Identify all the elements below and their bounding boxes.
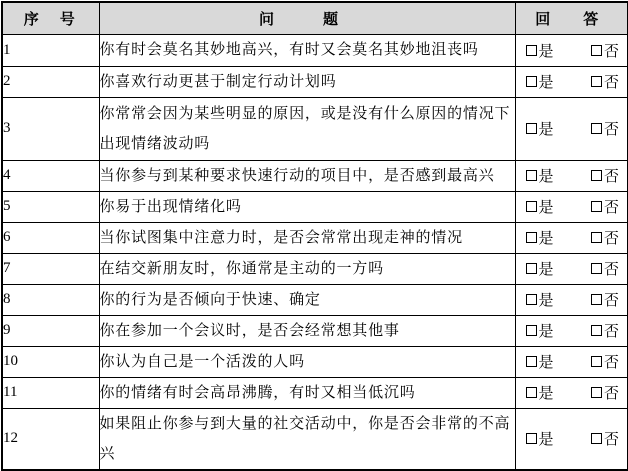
no-label: 否 [603, 231, 619, 247]
question-text: 你常常会因为某些明显的原因，或是没有什么原因的情况下出现情绪波动吗 [99, 97, 515, 160]
question-text: 你喜欢行动更甚于制定行动计划吗 [99, 66, 515, 97]
checkbox-icon[interactable] [591, 325, 602, 336]
no-label: 否 [603, 324, 619, 340]
table-row [2, 408, 628, 470]
yes-label: 是 [538, 200, 554, 216]
checkbox-icon[interactable] [526, 170, 537, 181]
answer-cell [515, 377, 628, 408]
row-number: 9 [2, 315, 99, 346]
no-label: 否 [603, 262, 619, 278]
answer-cell [515, 66, 628, 97]
checkbox-icon[interactable] [526, 356, 537, 367]
no-option[interactable] [591, 40, 619, 61]
no-label: 否 [603, 293, 619, 309]
question-text: 当你参与到某种要求快速行动的项目中，是否感到最高兴 [99, 160, 515, 191]
table-row [2, 253, 628, 284]
table-row [2, 66, 628, 97]
checkbox-icon[interactable] [526, 76, 537, 87]
checkbox-icon[interactable] [526, 232, 537, 243]
table-row [2, 377, 628, 408]
table-header-row [2, 2, 628, 34]
answer-cell [515, 284, 628, 315]
answer-cell [515, 191, 628, 222]
no-option[interactable] [591, 118, 619, 139]
no-label: 否 [603, 200, 619, 216]
answer-cell [515, 253, 628, 284]
row-number: 1 [2, 34, 99, 66]
yes-option[interactable] [526, 320, 554, 341]
yes-option[interactable] [526, 40, 554, 61]
yes-option[interactable] [526, 118, 554, 139]
no-label: 否 [603, 75, 619, 91]
yes-label: 是 [538, 169, 554, 185]
checkbox-icon[interactable] [526, 45, 537, 56]
question-text: 你的行为是否倾向于快速、确定 [99, 284, 515, 315]
no-label: 否 [603, 122, 619, 138]
yes-label: 是 [538, 75, 554, 91]
no-label: 否 [603, 169, 619, 185]
checkbox-icon[interactable] [591, 123, 602, 134]
row-number: 6 [2, 222, 99, 253]
checkbox-icon[interactable] [526, 294, 537, 305]
row-number: 4 [2, 160, 99, 191]
yes-label: 是 [538, 324, 554, 340]
row-number: 7 [2, 253, 99, 284]
no-label: 否 [603, 355, 619, 371]
yes-option[interactable] [526, 289, 554, 310]
no-option[interactable] [591, 289, 619, 310]
no-label: 否 [603, 43, 619, 60]
table-row [2, 315, 628, 346]
no-option[interactable] [591, 258, 619, 279]
no-option[interactable] [591, 71, 619, 92]
row-number: 5 [2, 191, 99, 222]
yes-option[interactable] [526, 382, 554, 403]
answer-cell [515, 34, 628, 66]
answer-cell [515, 160, 628, 191]
no-label: 否 [603, 386, 619, 402]
header-answer: 回 答 [515, 2, 628, 34]
checkbox-icon[interactable] [526, 387, 537, 398]
questionnaire-table [1, 1, 628, 471]
checkbox-icon[interactable] [591, 263, 602, 274]
yes-option[interactable] [526, 196, 554, 217]
table-row [2, 97, 628, 160]
answer-cell [515, 408, 628, 470]
table-row [2, 191, 628, 222]
yes-label: 是 [538, 386, 554, 402]
no-option[interactable] [591, 227, 619, 248]
row-number: 3 [2, 97, 99, 160]
yes-label: 是 [538, 262, 554, 278]
yes-label: 是 [538, 355, 554, 371]
no-option[interactable] [591, 196, 619, 217]
no-label: 否 [603, 432, 619, 448]
yes-option[interactable] [526, 258, 554, 279]
yes-option[interactable] [526, 351, 554, 372]
row-number: 10 [2, 346, 99, 377]
checkbox-icon[interactable] [526, 263, 537, 274]
table-row [2, 34, 628, 66]
row-number: 8 [2, 284, 99, 315]
checkbox-icon[interactable] [526, 433, 537, 444]
checkbox-icon[interactable] [526, 325, 537, 336]
table-row [2, 284, 628, 315]
question-text: 你有时会莫名其妙地高兴，有时又会莫名其妙地沮丧吗 [99, 34, 515, 66]
no-option[interactable] [591, 320, 619, 341]
table-row [2, 346, 628, 377]
question-text: 在结交新朋友时，你通常是主动的一方吗 [99, 253, 515, 284]
table-row [2, 160, 628, 191]
checkbox-icon[interactable] [591, 356, 602, 367]
header-number: 序 号 [2, 2, 99, 34]
question-text: 你的情绪有时会高昂沸腾，有时又相当低沉吗 [99, 377, 515, 408]
checkbox-icon[interactable] [591, 433, 602, 444]
answer-cell [515, 315, 628, 346]
yes-label: 是 [538, 293, 554, 309]
table-row [2, 222, 628, 253]
no-option[interactable] [591, 351, 619, 372]
checkbox-icon[interactable] [526, 201, 537, 212]
yes-option[interactable] [526, 165, 554, 186]
checkbox-icon[interactable] [591, 45, 602, 56]
yes-option[interactable] [526, 71, 554, 92]
checkbox-icon[interactable] [591, 387, 602, 398]
question-text: 你认为自己是一个活泼的人吗 [99, 346, 515, 377]
answer-cell [515, 222, 628, 253]
checkbox-icon[interactable] [591, 170, 602, 181]
yes-label: 是 [538, 231, 554, 247]
checkbox-icon[interactable] [591, 294, 602, 305]
yes-label: 是 [538, 432, 554, 448]
yes-label: 是 [538, 122, 554, 138]
question-text: 你在参加一个会议时，是否会经常想其他事 [99, 315, 515, 346]
row-number: 2 [2, 66, 99, 97]
question-text: 如果阻止你参与到大量的社交活动中，你是否会非常的不高兴 [99, 408, 515, 470]
row-number: 12 [2, 408, 99, 470]
no-option[interactable] [591, 382, 619, 403]
row-number: 11 [2, 377, 99, 408]
checkbox-icon[interactable] [526, 123, 537, 134]
no-option[interactable] [591, 165, 619, 186]
question-text: 当你试图集中注意力时，是否会常常出现走神的情况 [99, 222, 515, 253]
checkbox-icon[interactable] [591, 232, 602, 243]
checkbox-icon[interactable] [591, 201, 602, 212]
header-question: 问 题 [99, 2, 515, 34]
checkbox-icon[interactable] [591, 76, 602, 87]
yes-option[interactable] [526, 428, 554, 449]
yes-option[interactable] [526, 227, 554, 248]
yes-label: 是 [538, 43, 554, 60]
answer-cell [515, 97, 628, 160]
answer-cell [515, 346, 628, 377]
question-text: 你易于出现情绪化吗 [99, 191, 515, 222]
no-option[interactable] [591, 428, 619, 449]
